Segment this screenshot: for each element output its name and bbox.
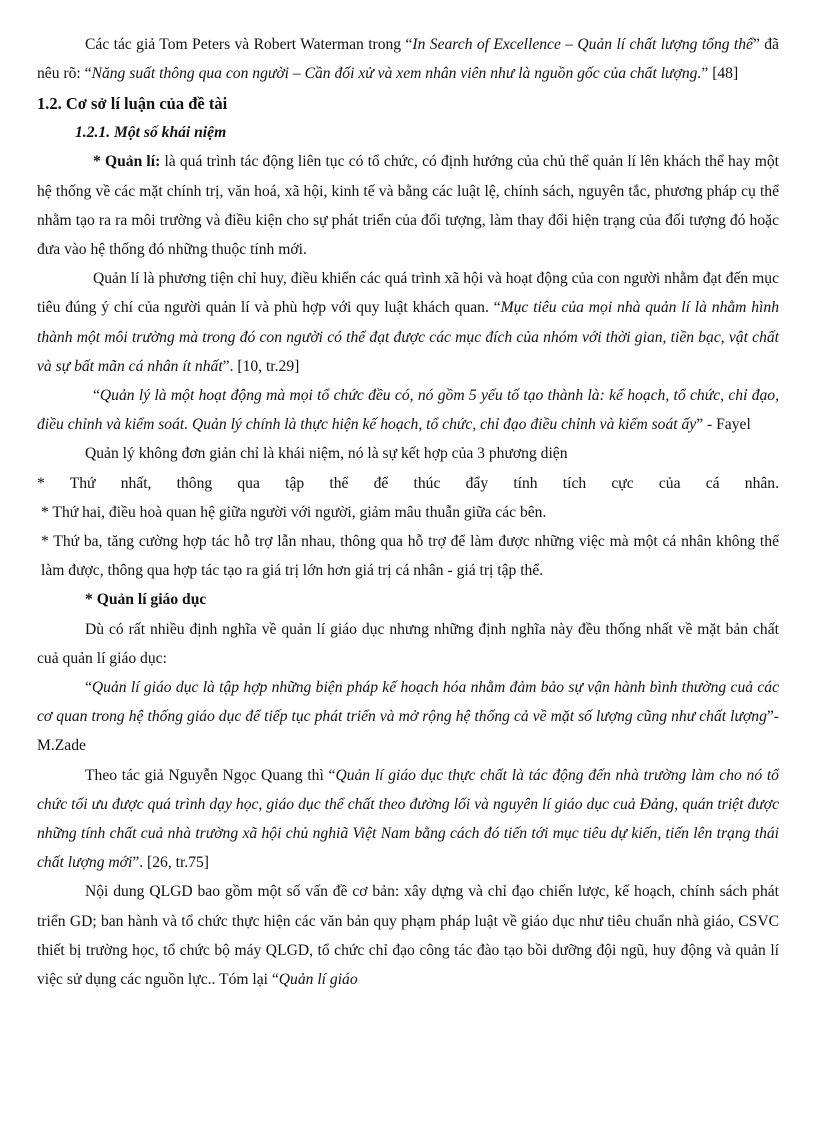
section-heading: 1.2. Cơ sở lí luận của đề tài bbox=[37, 94, 228, 114]
subheading-education-management: * Quản lí giáo dục bbox=[85, 591, 207, 609]
quote: Năng suất thông qua con người – Cần đối xử và xem nhân viên như là nguồn gốc của chất lượng. bbox=[91, 65, 702, 83]
paragraph-management-tool bbox=[37, 264, 779, 381]
book-title: In Search of Excellence – Quản lí chất lượng tổng thể bbox=[412, 36, 753, 53]
paragraph-nguyen-ngoc-quang bbox=[37, 761, 779, 878]
paragraph-intro bbox=[37, 30, 779, 88]
text-run: ” đã nêu rõ: “ bbox=[37, 36, 779, 83]
citation: ” [48] bbox=[701, 65, 739, 83]
text-run: là quá trình tác động liên tục có tổ chức, có định hướng của chủ thể quản lí lên khách thể hay một hệ thống về các mặt chính trị, văn hoá, xã hội, kinh tế và bằng các luật lệ, chính sách, nguyên tắc, phương pháp cụ thể nhằm tạo ra ra môi trường và điều kiện cho sự phát triển của đối tượng, làm thay đổi hiện trạng của đối tượng đó hoặc đưa vào hệ thống đó những thuộc tính mới. bbox=[37, 153, 779, 259]
bullet-item-2: * Thứ hai, điều hoà quan hệ giữa người với người, giảm mâu thuẫn giữa các bên. bbox=[41, 503, 547, 521]
quote: Quản lí giáo dục thực chất là tác động đến nhà trường làm cho nó tổ chức tối ưu được quá trình dạy học, giáo dục thể chất theo đường lối và nguyên lí giáo dục cuả Đảng, quán triệt được những tính chất cuả nhà trường xã hội chủ nghiã Việt Nam bằng cách đó tiến tới mục tiêu dự kiến, tiến lên trạng thái chất lượng mới bbox=[37, 766, 779, 872]
bullet-item-3: * Thứ ba, tăng cường hợp tác hỗ trợ lẫn nhau, thông qua hỗ trợ để làm được những việc mà một cá nhân không thể làm được, thông qua hợp tác tạo ra giá trị lớn hơn giá trị cá nhân - giá trị tập thể. bbox=[41, 533, 779, 580]
citation: ”. [10, tr.29] bbox=[222, 357, 300, 375]
text-run: “ bbox=[85, 679, 92, 697]
bullet-item-1: * Thứ nhất, thông qua tập thể để thúc đẩy tính tích cực của cá nhân. bbox=[37, 474, 779, 492]
quote: Mục tiêu của mọi nhà quản lí là nhằm hình thành một môi trường mà trong đó con người có thể đạt được các mục đích của nhóm với thời gian, tiền bạc, vật chất và sự bất mãn cá nhân ít nhất bbox=[37, 299, 779, 375]
paragraph-education-definitions: Dù có rất nhiều định nghĩa về quản lí giáo dục nhưng những định nghĩa này đều thống nhất về mặt bản chất cuả quản lí giáo dục: bbox=[37, 620, 779, 667]
text-run: Các tác giả Tom Peters và Robert Waterman trong “ bbox=[85, 36, 413, 53]
paragraph-qlgd-content bbox=[37, 877, 779, 994]
citation: ” - Fayel bbox=[696, 416, 751, 434]
paragraph-management-definition bbox=[37, 147, 779, 264]
citation: ”. [26, tr.75] bbox=[132, 854, 209, 872]
paragraph-fayel-quote bbox=[37, 381, 779, 439]
text-run: Theo tác giả Nguyễn Ngọc Quang thì “ bbox=[85, 766, 336, 784]
paragraph-three-aspects: Quản lý không đơn giản chỉ là khái niệm, nó là sự kết hợp của 3 phương diện bbox=[85, 445, 568, 463]
citation: ”- M.Zade bbox=[37, 708, 779, 755]
document-page bbox=[37, 30, 779, 994]
text-run: Nội dung QLGD bao gồm một số vấn đề cơ bản: xây dựng và chỉ đạo chiến lược, kế hoạch, chính sách phát triển GD; ban hành và tổ chức thực hiện các văn bản quy phạm pháp luật về giáo dục như tiêu chuẩn nhà giáo, CSVC thiết bị trường học, tổ chức bộ máy QLGD, tổ chức chỉ đạo công tác đào tạo bồi dưỡng đội ngũ, huy động và quản lí việc sử dụng các nguồn lực.. Tóm lại “ bbox=[37, 883, 779, 989]
quote: Quản lý là một hoạt động mà mọi tổ chức đều có, nó gồm 5 yếu tố tạo thành là: kế hoạch, tổ chức, chỉ đạo, điều chỉnh và kiểm soát. Quản lý chính là thực hiện kế hoạch, tổ chức, chỉ đạo điều chỉnh và kiểm soát ấy bbox=[37, 387, 779, 434]
text-run: Quản lí là phương tiện chỉ huy, điều khiển các quá trình xã hội và hoạt động của con người nhằm đạt đến mục tiêu đúng ý chí của người quản lí và phù hợp với quy luật khách quan. “ bbox=[37, 270, 779, 317]
paragraph-mzade-quote bbox=[37, 673, 779, 761]
term-label: * Quản lí: bbox=[93, 153, 161, 171]
quote: Quản lí giáo bbox=[278, 971, 358, 989]
subsection-heading: 1.2.1. Một số khái niệm bbox=[75, 124, 227, 142]
text-run: “ bbox=[93, 387, 100, 405]
quote: Quản lí giáo dục là tập hợp những biện pháp kế hoạch hóa nhằm đảm bảo sự vận hành bình thường cuả các cơ quan trong hệ thống giáo dục để tiếp tục phát triển và mở rộng hệ thống cả về mặt số lượng cũng như chất lượng bbox=[37, 679, 779, 726]
